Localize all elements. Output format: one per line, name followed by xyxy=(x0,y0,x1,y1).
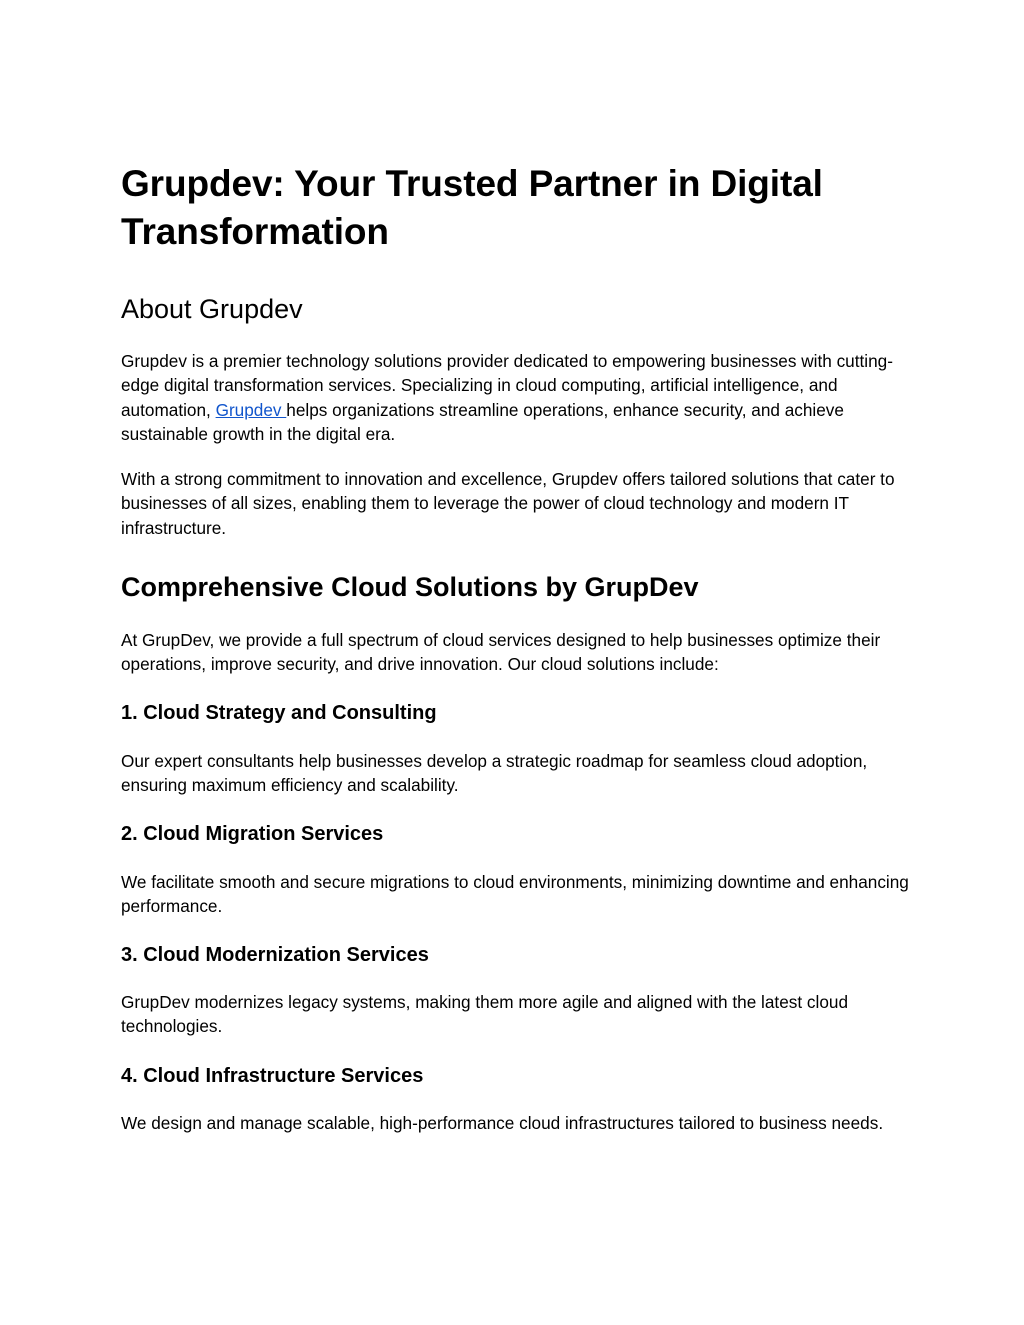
grupdev-link[interactable]: Grupdev xyxy=(215,399,287,420)
about-p1-text-after: helps organizations streamline operations, enhance security, and achieve sustainable growth in the digital era. xyxy=(121,399,844,445)
page-title: Grupdev: Your Trusted Partner in Digital Transformation xyxy=(121,163,823,252)
service-heading-infrastructure: 4. Cloud Infrastructure Services xyxy=(121,1065,424,1087)
cloud-solutions-heading: Comprehensive Cloud Solutions by GrupDev xyxy=(121,572,699,602)
service-heading-strategy: 1. Cloud Strategy and Consulting xyxy=(121,702,437,724)
service-text-infrastructure: We design and manage scalable, high-performance cloud infrastructures tailored to business needs. xyxy=(121,1113,884,1133)
about-p1-text-before: Grupdev is a premier technology solutions provider dedicated to empowering businesses with cutting-edge digital transformation services. Specializing in cloud computing, artificial intelligence, and automation, xyxy=(121,351,893,420)
service-heading-modernization: 3. Cloud Modernization Services xyxy=(121,944,429,966)
service-text-strategy: Our expert consultants help businesses develop a strategic roadmap for seamless cloud adoption, ensuring maximum efficiency and scalability. xyxy=(121,751,868,796)
about-paragraph-1 xyxy=(121,349,911,447)
about-heading: About Grupdev xyxy=(121,294,303,324)
service-text-migration: We facilitate smooth and secure migrations to cloud environments, minimizing downtime and enhancing performance. xyxy=(121,872,909,917)
service-text-modernization: GrupDev modernizes legacy systems, making them more agile and aligned with the latest cloud technologies. xyxy=(121,992,849,1037)
about-paragraph-2: With a strong commitment to innovation and excellence, Grupdev offers tailored solutions that cater to businesses of all sizes, enabling them to leverage the power of cloud technology and modern IT infrastructure. xyxy=(121,469,895,538)
cloud-solutions-intro: At GrupDev, we provide a full spectrum of cloud services designed to help businesses optimize their operations, improve security, and drive innovation. Our cloud solutions include: xyxy=(121,630,881,675)
service-heading-migration: 2. Cloud Migration Services xyxy=(121,823,384,845)
